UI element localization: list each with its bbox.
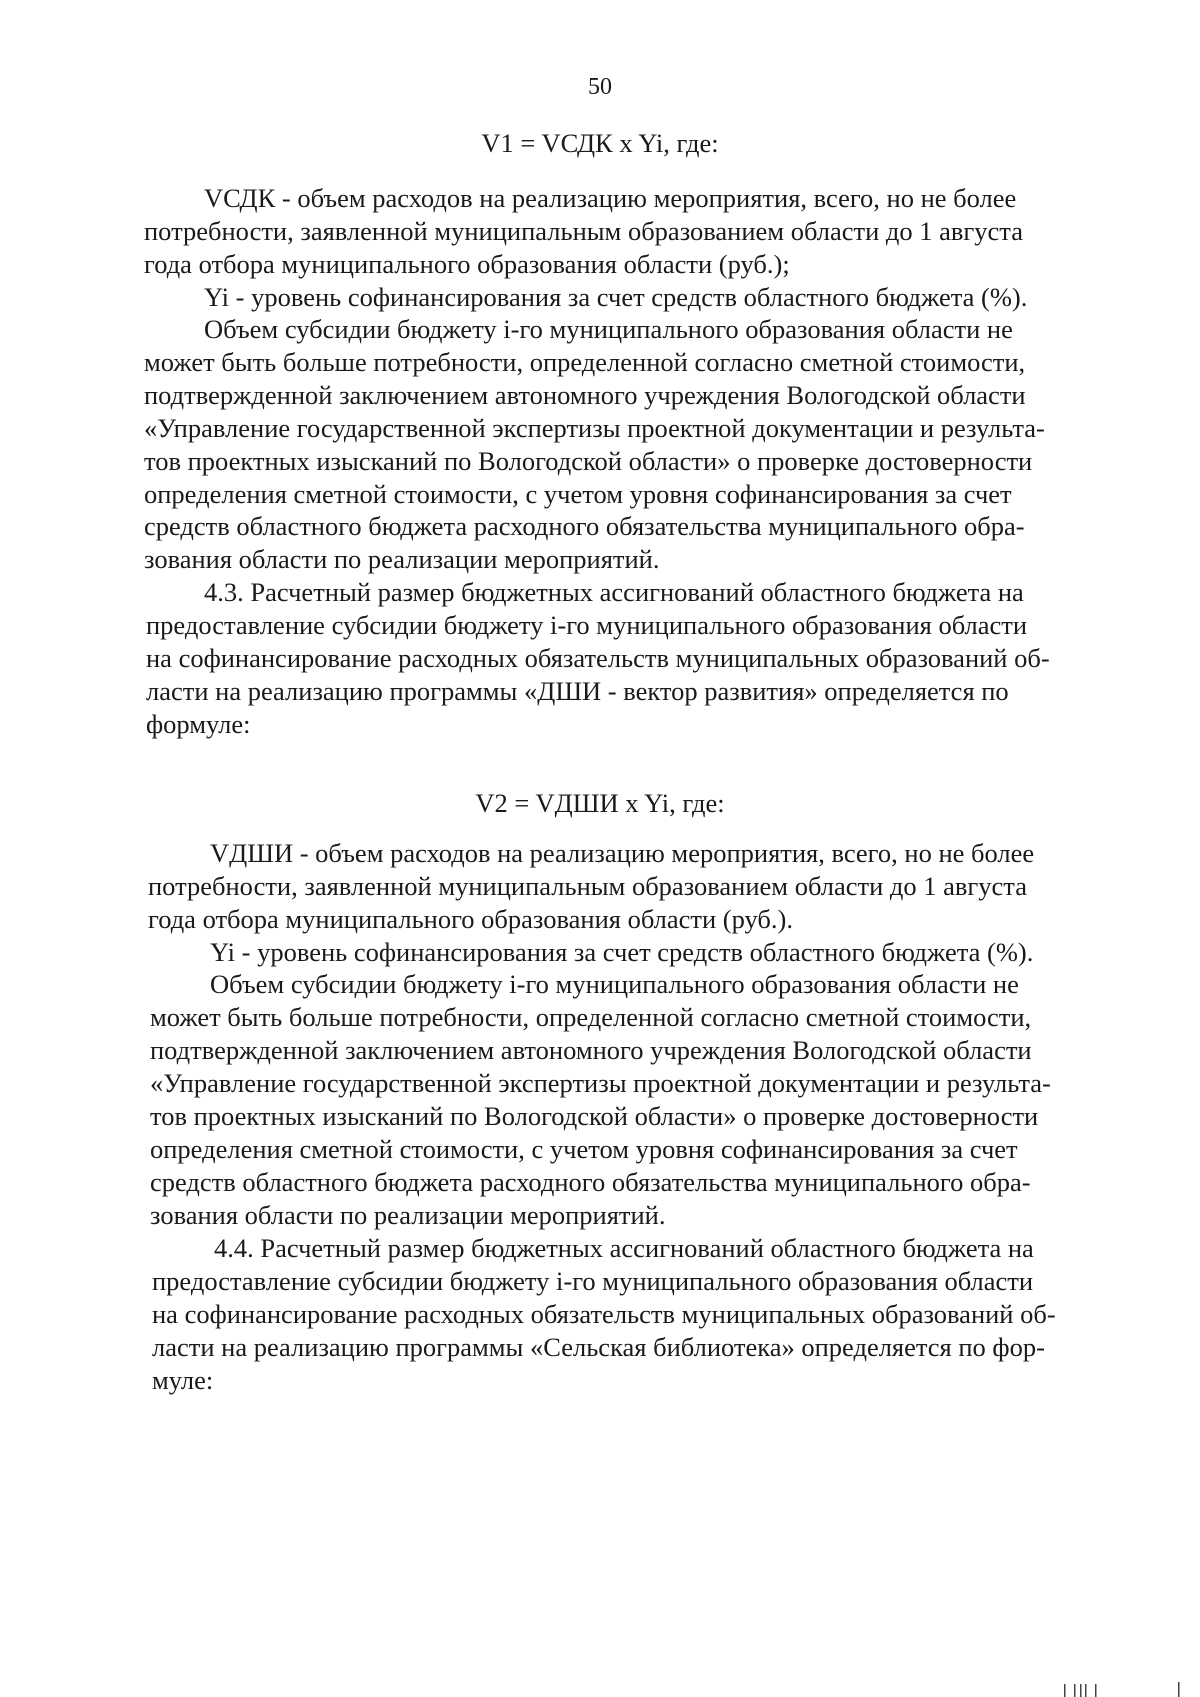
- text-line: формуле:: [146, 709, 251, 739]
- text-line: Yi - уровень софинансирования за счет средств областного бюджета (%).: [210, 937, 1034, 967]
- formula-v1: V1 = VСДК x Yi, где:: [481, 128, 719, 158]
- page-number: 50: [588, 74, 612, 100]
- text-line: может быть больше потребности, определенной согласно сметной стоимости,: [150, 1002, 1032, 1032]
- text-line: муле:: [152, 1365, 214, 1395]
- text-line: средств областного бюджета расходного обязательства муниципального обра-: [144, 511, 1025, 541]
- text-line: предоставление субсидии бюджету i-го муниципального образования области: [146, 610, 1028, 640]
- text-line: определения сметной стоимости, с учетом уровня софинансирования за счет: [150, 1134, 1018, 1164]
- text-line: ласти на реализацию программы «Сельская библиотека» определяется по фор-: [152, 1332, 1045, 1362]
- text-line: на софинансирование расходных обязательств муниципальных образований об-: [152, 1299, 1056, 1329]
- text-line: года отбора муниципального образования области (руб.);: [144, 249, 790, 279]
- text-line: «Управление государственной экспертизы проектной документации и результа-: [150, 1068, 1051, 1098]
- text-line: VСДК - объем расходов на реализацию мероприятия, всего, но не более: [204, 183, 1017, 213]
- text-line: Объем субсидии бюджету i-го муниципального образования области не: [204, 314, 1013, 344]
- text-line: Yi - уровень софинансирования за счет средств областного бюджета (%).: [204, 282, 1028, 312]
- text-line: VДШИ - объем расходов на реализацию мероприятия, всего, но не более: [210, 838, 1035, 868]
- text-line: подтвержденной заключением автономного учреждения Вологодской области: [144, 380, 1026, 410]
- text-line: на софинансирование расходных обязательств муниципальных образований об-: [146, 643, 1050, 673]
- text-line: 4.3. Расчетный размер бюджетных ассигнований областного бюджета на: [204, 577, 1024, 607]
- text-line: средств областного бюджета расходного обязательства муниципального обра-: [150, 1167, 1031, 1197]
- text-line: подтвержденной заключением автономного учреждения Вологодской области: [150, 1035, 1032, 1065]
- text-line: Объем субсидии бюджету i-го муниципального образования области не: [210, 969, 1019, 999]
- text-line: ласти на реализацию программы «ДШИ - вектор развития» определяется по: [146, 676, 1009, 706]
- text-line: зования области по реализации мероприятий.: [144, 544, 660, 574]
- text-line: потребности, заявленной муниципальным образованием области до 1 августа: [144, 216, 1023, 246]
- scan-artifact-marks: [1062, 1682, 1200, 1697]
- text-line: потребности, заявленной муниципальным образованием области до 1 августа: [148, 871, 1027, 901]
- text-line: может быть больше потребности, определенной согласно сметной стоимости,: [144, 347, 1026, 377]
- text-line: тов проектных изысканий по Вологодской области» о проверке достоверности: [144, 446, 1033, 476]
- text-line: определения сметной стоимости, с учетом уровня софинансирования за счет: [144, 479, 1012, 509]
- formula-v2: V2 = VДШИ x Yi, где:: [475, 788, 725, 818]
- text-line: зования области по реализации мероприятий.: [150, 1200, 666, 1230]
- text-line: 4.4. Расчетный размер бюджетных ассигнований областного бюджета на: [214, 1233, 1034, 1263]
- text-line: предоставление субсидии бюджету i-го муниципального образования области: [152, 1266, 1034, 1296]
- text-line: тов проектных изысканий по Вологодской области» о проверке достоверности: [150, 1101, 1039, 1131]
- text-line: «Управление государственной экспертизы проектной документации и результа-: [144, 413, 1045, 443]
- text-line: года отбора муниципального образования области (руб.).: [148, 904, 793, 934]
